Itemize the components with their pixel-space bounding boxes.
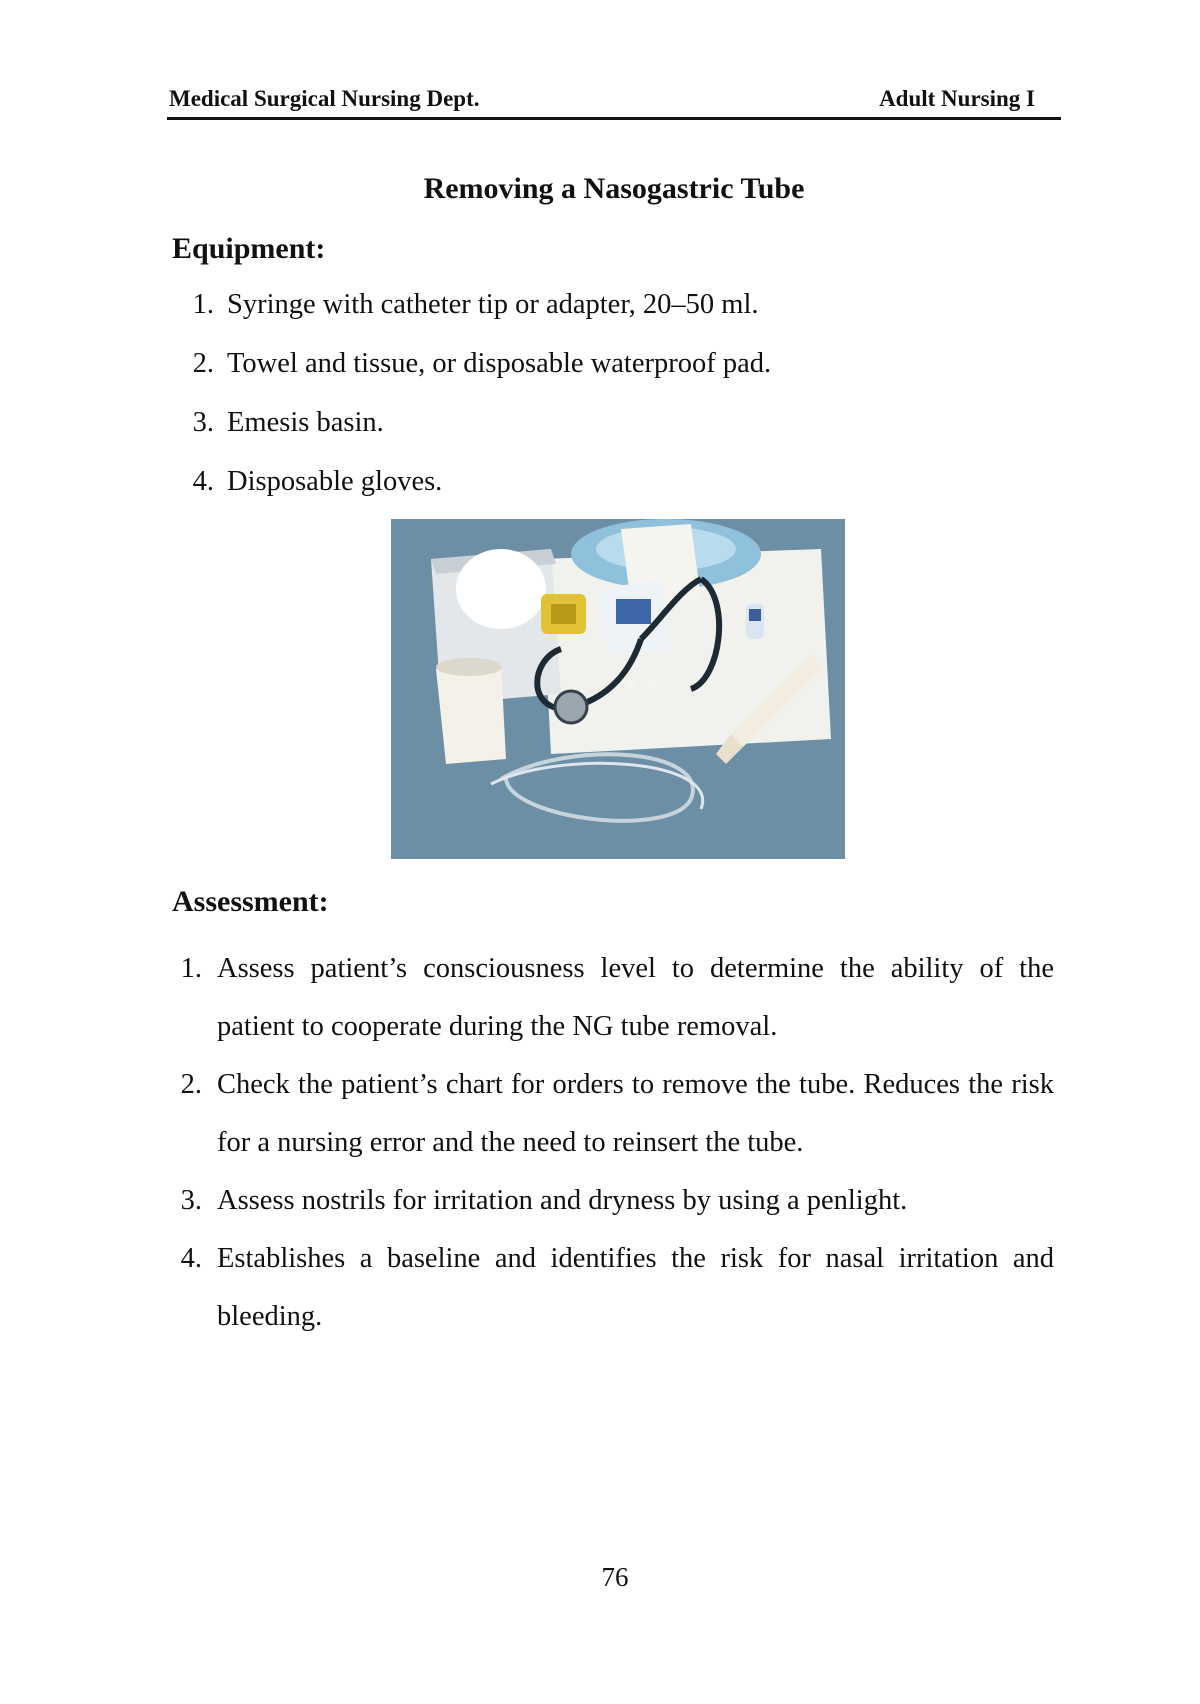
equipment-photo xyxy=(391,519,845,859)
list-item-number: 1. xyxy=(192,289,214,320)
equipment-heading: Equipment: xyxy=(172,232,326,265)
equipment-list xyxy=(172,288,1052,524)
list-item-number: 3. xyxy=(192,407,214,438)
list-item xyxy=(172,347,1052,406)
list-item xyxy=(172,1172,1054,1230)
list-item-text: Assess nostrils for irritation and dryness by using a penlight. xyxy=(217,1185,908,1216)
list-item-number: 3. xyxy=(180,1185,202,1216)
list-item-text: Syringe with catheter tip or adapter, 20–50 ml. xyxy=(227,289,759,320)
list-item xyxy=(172,406,1052,465)
page-header xyxy=(167,84,1061,120)
list-item-number: 1. xyxy=(180,953,202,984)
list-item-text: Assess patient’s consciousness level to determine the ability of the patient to cooperate during the NG tube removal. xyxy=(217,953,1054,1042)
assessment-heading: Assessment: xyxy=(172,885,329,918)
list-item-text: Disposable gloves. xyxy=(227,466,443,497)
list-item-number: 2. xyxy=(192,348,214,379)
header-department: Medical Surgical Nursing Dept. xyxy=(169,86,480,111)
equipment-photo-icon xyxy=(391,519,845,859)
list-item-text: Establishes a baseline and identifies the risk for nasal irritation and bleeding. xyxy=(217,1243,1054,1332)
page-number: 76 xyxy=(601,1562,629,1592)
list-item-number: 2. xyxy=(180,1069,202,1100)
list-item xyxy=(172,1230,1054,1346)
list-item-text: Towel and tissue, or disposable waterproof pad. xyxy=(227,348,772,379)
header-course: Adult Nursing I xyxy=(879,86,1035,111)
list-item-number: 4. xyxy=(180,1243,202,1274)
list-item xyxy=(172,465,1052,524)
list-item-number: 4. xyxy=(192,466,214,497)
list-item xyxy=(172,1056,1054,1172)
page-title: Removing a Nasogastric Tube xyxy=(423,172,805,205)
list-item-text: Emesis basin. xyxy=(227,407,384,438)
list-item xyxy=(172,288,1052,347)
list-item xyxy=(172,940,1054,1056)
list-item-text: Check the patient’s chart for orders to remove the tube. Reduces the risk for a nursing error and the need to reinsert the tube. xyxy=(217,1069,1054,1158)
assessment-list xyxy=(172,940,1054,1346)
